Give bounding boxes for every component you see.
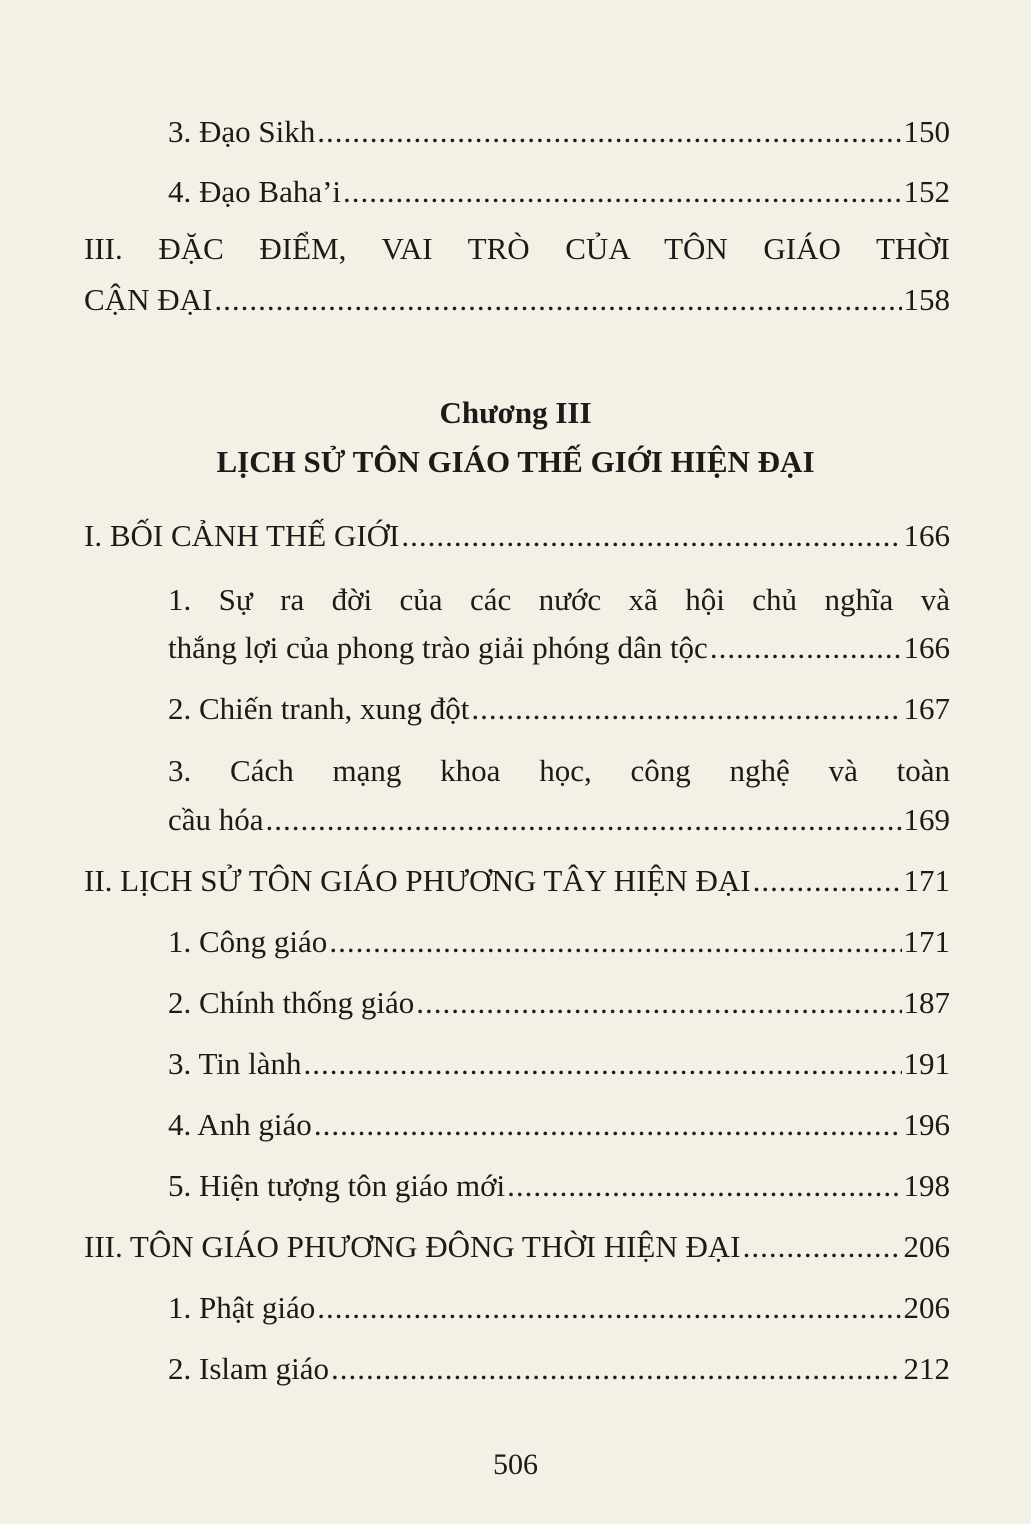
dot-leader (304, 1044, 902, 1084)
toc-entry-page: 167 (903, 691, 950, 726)
toc-entry-label: 1. Công giáo (168, 924, 328, 959)
toc-entry-page: 196 (903, 1107, 950, 1142)
toc-entry-label: 5. Hiện tượng tôn giáo mới (168, 1168, 506, 1203)
toc-entry-page: 171 (903, 924, 950, 959)
dot-leader (343, 172, 901, 212)
toc-entry (168, 1044, 950, 1084)
dot-leader (401, 516, 901, 556)
toc-entry-label: CẬN ĐẠI (84, 282, 213, 317)
toc-entry-label: III. TÔN GIÁO PHƯƠNG ĐÔNG THỜI HIỆN ĐẠI (84, 1229, 741, 1264)
dot-leader (331, 1349, 902, 1389)
toc-entry-label: 3. Tin lành (168, 1046, 302, 1081)
toc-entry-line1: 1. Sự ra đời của các nước xã hội chủ nghĩa và (168, 582, 950, 617)
toc-section-entry (84, 1227, 950, 1267)
toc-entry-page: 166 (903, 630, 950, 665)
toc-entry-page: 150 (903, 114, 950, 149)
dot-leader (743, 1227, 902, 1267)
toc-entry-page: 158 (903, 282, 950, 317)
toc-entry (168, 1288, 950, 1328)
toc-entry (168, 1349, 950, 1389)
toc-entry-page: 152 (903, 174, 950, 209)
dot-leader (507, 1166, 901, 1206)
toc-entry (168, 1166, 950, 1206)
toc-entry-label: 4. Đạo Baha’i (168, 174, 342, 209)
dot-leader (214, 280, 901, 320)
toc-entry-page: 166 (903, 518, 950, 553)
toc-entry-label: thắng lợi của phong trào giải phóng dân tộc (168, 630, 708, 665)
toc-entry (168, 628, 950, 668)
dot-leader (317, 1288, 901, 1328)
toc-entry-label: 2. Islam giáo (168, 1351, 329, 1386)
toc-entry-page: 171 (903, 863, 950, 898)
toc-entry-label: 2. Chính thống giáo (168, 985, 415, 1020)
toc-entry-page: 206 (903, 1290, 950, 1325)
toc-entry (168, 689, 950, 729)
page-number: 506 (493, 1448, 538, 1481)
toc-entry-page: 169 (903, 802, 950, 837)
toc-section-entry (84, 516, 950, 556)
toc-section-entry (84, 861, 950, 901)
dot-leader (329, 922, 901, 962)
chapter-title: LỊCH SỬ TÔN GIÁO THẾ GIỚI HIỆN ĐẠI (216, 444, 815, 479)
dot-leader (710, 628, 902, 668)
toc-entry (168, 172, 950, 212)
dot-leader (317, 112, 901, 152)
toc-entry (168, 800, 950, 840)
toc-entry (168, 922, 950, 962)
dot-leader (266, 800, 902, 840)
toc-entry-label: 4. Anh giáo (168, 1107, 312, 1142)
toc-entry-page: 206 (903, 1229, 950, 1264)
toc-section-entry (84, 280, 950, 320)
toc-entry-page: 191 (903, 1046, 950, 1081)
toc-entry-label: cầu hóa (168, 802, 264, 837)
toc-entry-label: 3. Đạo Sikh (168, 114, 316, 149)
dot-leader (314, 1105, 902, 1145)
toc-entry (168, 983, 950, 1023)
toc-entry (168, 1105, 950, 1145)
toc-entry-label: 2. Chiến tranh, xung đột (168, 691, 470, 726)
toc-entry-page: 198 (903, 1168, 950, 1203)
toc-entry-label: 1. Phật giáo (168, 1290, 316, 1325)
toc-entry-page: 187 (903, 985, 950, 1020)
chapter-number: Chương III (439, 395, 592, 430)
toc-section-line1: III. ĐẶC ĐIỂM, VAI TRÒ CỦA TÔN GIÁO THỜI (84, 231, 950, 266)
dot-leader (416, 983, 901, 1023)
toc-entry (168, 112, 950, 152)
dot-leader (471, 689, 901, 729)
toc-entry-label: II. LỊCH SỬ TÔN GIÁO PHƯƠNG TÂY HIỆN ĐẠI (84, 863, 751, 898)
dot-leader (753, 861, 902, 901)
toc-entry-label: I. BỐI CẢNH THẾ GIỚI (84, 518, 400, 553)
toc-entry-line1: 3. Cách mạng khoa học, công nghệ và toàn (168, 753, 950, 788)
toc-entry-page: 212 (903, 1351, 950, 1386)
